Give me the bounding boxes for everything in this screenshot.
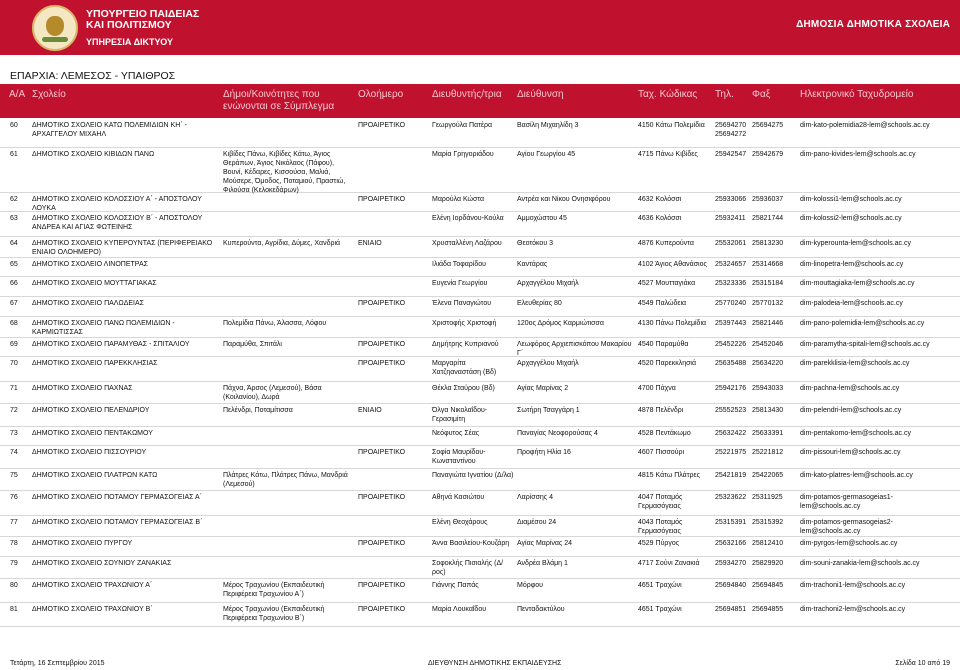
footer-department: ΔΙΕΥΘΥΝΣΗ ΔΗΜΟΤΙΚΗΣ ΕΚΠΑΙΔΕΥΣΗΣ bbox=[428, 660, 562, 667]
cell-school: ΔΗΜΟΤΙΚΟ ΣΧΟΛΕΙΟ ΠΕΛΕΝΔΡΙΟΥ bbox=[32, 407, 150, 414]
cell-fax: 25813230 bbox=[752, 240, 784, 247]
cell-postcode: 4150 Κάτω Πολεμίδια bbox=[638, 122, 705, 129]
table-row bbox=[0, 147, 960, 193]
col-type: Ολοήμερο bbox=[358, 89, 404, 100]
page-footer bbox=[0, 656, 960, 670]
cell-address: Αντρέα και Νίκου Ονησιφόρου bbox=[517, 196, 611, 203]
cell-postcode: 4700 Πάχνα bbox=[638, 385, 676, 392]
cell-school: ΔΗΜΟΤΙΚΟ ΣΧΟΛΕΙΟ ΠΑΡΑΜΥΘΑΣ - ΣΠΙΤΑΛΙΟΥ bbox=[32, 341, 190, 348]
cell-communities: Κιβίδες Πάνω, Κιβίδες Κάτω, Άγιος Θεράπων, Άγιος Νικόλαος (Πάφου), Βουνί, Κέδαρες, Κισσούσα, Μαλιά, Μούσερε, Όμοδος, Ποταμιού, Πραστιώ, Φιλούσα (Κελοκεδάρων) bbox=[223, 151, 346, 194]
cell-director: Μαρούλα Κώστα bbox=[432, 196, 485, 203]
cell-tel: 25315391 bbox=[715, 519, 747, 526]
table-row bbox=[0, 490, 960, 516]
table-row bbox=[0, 211, 960, 237]
cell-tel: 25694851 bbox=[715, 606, 747, 613]
cell-email[interactable]: dim-kolossi1-lem@schools.ac.cy bbox=[800, 196, 902, 203]
table-row bbox=[0, 236, 960, 258]
cell-address: Μόρφου bbox=[517, 582, 543, 589]
cell-fax: 25315184 bbox=[752, 280, 784, 287]
cell-postcode: 4047 Ποταμός Γερμασόγειας bbox=[638, 494, 683, 510]
table-row bbox=[0, 556, 960, 579]
cell-fax: 25221812 bbox=[752, 449, 784, 456]
cell-tel: 25635488 bbox=[715, 360, 747, 367]
cell-director: Μαργαρίτα Χατζηαναστάση (Βδ) bbox=[432, 360, 497, 376]
cell-director: Παναγιώτα Ιγνατίου (Δ/λα) bbox=[432, 472, 514, 479]
cell-director: Άννα Βασιλείου-Κουζάρη bbox=[432, 540, 510, 547]
cell-postcode: 4632 Κολόσσι bbox=[638, 196, 682, 203]
cell-fax: 25942679 bbox=[752, 151, 784, 158]
cell-email[interactable]: dim-kolossi2-lem@schools.ac.cy bbox=[800, 215, 902, 222]
cell-email[interactable]: dim-trachoni1-lem@schools.ac.cy bbox=[800, 582, 906, 589]
cell-communities: Πολεμίδια Πάνω, Άλασσα, Λόφου bbox=[223, 320, 327, 327]
ministry-line-2: ΚΑΙ ΠΟΛΙΤΙΣΜΟΥ bbox=[86, 19, 172, 31]
cell-aa: 70 bbox=[10, 360, 18, 367]
cell-email[interactable]: dim-kato-polemidia28-lem@schools.ac.cy bbox=[800, 122, 930, 129]
cell-fax: 25633391 bbox=[752, 430, 784, 437]
cell-aa: 72 bbox=[10, 407, 18, 414]
cell-email[interactable]: dim-pissouri-lem@schools.ac.cy bbox=[800, 449, 901, 456]
cell-type: ΠΡΟΑΙΡΕΤΙΚΟ bbox=[358, 196, 406, 203]
cell-postcode: 4540 Παραμύθα bbox=[638, 341, 689, 348]
cell-email[interactable]: dim-parekklisia-lem@schools.ac.cy bbox=[800, 360, 910, 367]
cell-tel: 25933066 bbox=[715, 196, 747, 203]
cell-fax: 25694845 bbox=[752, 582, 784, 589]
cell-director: Ελένη Ιορδάνου-Κούλα bbox=[432, 215, 504, 222]
cell-tel: 25323622 bbox=[715, 494, 747, 501]
cell-email[interactable]: dim-pyrgos-lem@schools.ac.cy bbox=[800, 540, 898, 547]
cell-director: Όλγα Νικολαΐδου-Γερασιμίτη bbox=[432, 407, 488, 423]
cell-postcode: 4549 Παλώδεια bbox=[638, 300, 687, 307]
cell-tel: 25694840 bbox=[715, 582, 747, 589]
cell-fax: 25829920 bbox=[752, 560, 784, 567]
cell-school: ΔΗΜΟΤΙΚΟ ΣΧΟΛΕΙΟ ΠΟΤΑΜΟΥ ΓΕΡΜΑΣΟΓΕΙΑΣ Β΄ bbox=[32, 519, 203, 526]
cell-tel: 25770240 bbox=[715, 300, 747, 307]
cell-director: Γιάννης Παπάς bbox=[432, 582, 479, 589]
cell-type: ΠΡΟΑΙΡΕΤΙΚΟ bbox=[358, 540, 406, 547]
cell-postcode: 4651 Τραχώνι bbox=[638, 582, 682, 589]
cell-type: ΠΡΟΑΙΡΕΤΙΚΟ bbox=[358, 300, 406, 307]
table-header bbox=[0, 84, 960, 118]
cell-email[interactable]: dim-kyperounta-lem@schools.ac.cy bbox=[800, 240, 911, 247]
cyprus-seal-icon bbox=[32, 5, 78, 51]
cell-director: Χρυσταλλένη Λαζάρου bbox=[432, 240, 502, 247]
table-row bbox=[0, 445, 960, 469]
cell-address: Λεωφόρος Αρχιεπισκόπου Μακαρίου Γ΄ bbox=[517, 341, 632, 357]
cell-aa: 80 bbox=[10, 582, 18, 589]
cell-director: Δημήτρης Κυπριανού bbox=[432, 341, 499, 348]
table-row bbox=[0, 316, 960, 338]
table-row bbox=[0, 192, 960, 212]
cell-school: ΔΗΜΟΤΙΚΟ ΣΧΟΛΕΙΟ ΣΟΥΝΙΟΥ ΖΑΝΑΚΙΑΣ bbox=[32, 560, 172, 567]
cell-fax: 25936037 bbox=[752, 196, 784, 203]
service-name: ΥΠΗΡΕΣΙΑ ΔΙΚΤΥΟΥ bbox=[86, 37, 173, 47]
cell-school: ΔΗΜΟΤΙΚΟ ΣΧΟΛΕΙΟ ΚΟΛΟΣΣΙΟΥ Α΄ - ΑΠΟΣΤΟΛΟΥ ΛΟΥΚΑ bbox=[32, 196, 202, 212]
cell-postcode: 4636 Κολόσσι bbox=[638, 215, 682, 222]
cell-tel: 25632166 bbox=[715, 540, 747, 547]
cell-email[interactable]: dim-pano-polemidia-lem@schools.ac.cy bbox=[800, 320, 925, 327]
cell-address: Βασίλη Μιχαηλίδη 3 bbox=[517, 122, 579, 129]
cell-tel: 25934270 bbox=[715, 560, 747, 567]
cell-aa: 62 bbox=[10, 196, 18, 203]
cell-postcode: 4043 Ποταμός Γερμασόγειας bbox=[638, 519, 683, 535]
cell-fax: 25694855 bbox=[752, 606, 784, 613]
cell-aa: 69 bbox=[10, 341, 18, 348]
district-title: ΕΠΑΡΧΙΑ: ΛΕΜΕΣΟΣ - ΥΠΑΙΘΡΟΣ bbox=[10, 70, 176, 82]
col-fax: Φαξ bbox=[752, 89, 771, 100]
cell-director: Ελένη Θεοχάρους bbox=[432, 519, 488, 526]
cell-director: Σοφία Μαυρίδου-Κωνσταντίνου bbox=[432, 449, 486, 465]
table-row bbox=[0, 257, 960, 277]
cell-tel: 25221975 bbox=[715, 449, 747, 456]
cell-aa: 78 bbox=[10, 540, 18, 547]
cell-school: ΔΗΜΟΤΙΚΟ ΣΧΟΛΕΙΟ ΛΙΝΟΠΕΤΡΑΣ bbox=[32, 261, 148, 268]
department-title: ΔΗΜΟΣΙΑ ΔΗΜΟΤΙΚΑ ΣΧΟΛΕΙΑ bbox=[796, 19, 950, 30]
cell-school: ΔΗΜΟΤΙΚΟ ΣΧΟΛΕΙΟ ΠΕΝΤΑΚΩΜΟΥ bbox=[32, 430, 153, 437]
cell-postcode: 4529 Πύργος bbox=[638, 540, 680, 547]
cell-tel: 25324657 bbox=[715, 261, 747, 268]
cell-aa: 63 bbox=[10, 215, 18, 222]
cell-aa: 75 bbox=[10, 472, 18, 479]
cell-tel: 25421819 bbox=[715, 472, 747, 479]
cell-aa: 60 bbox=[10, 122, 18, 129]
cell-director: Μαρία Γρηγοριάδου bbox=[432, 151, 494, 158]
table-row bbox=[0, 296, 960, 317]
cell-email[interactable]: dim-souni-zanakia-lem@schools.ac.cy bbox=[800, 560, 920, 567]
table-row bbox=[0, 468, 960, 491]
cell-email[interactable]: dim-pentakomo-lem@schools.ac.cy bbox=[800, 430, 911, 437]
cell-director: Ιλιάδα Τοφαρίδου bbox=[432, 261, 486, 268]
cell-address: Θεοτόκου 3 bbox=[517, 240, 553, 247]
footer-page-number: Σελίδα 10 από 19 bbox=[895, 660, 950, 667]
cell-aa: 79 bbox=[10, 560, 18, 567]
cell-type: ΠΡΟΑΙΡΕΤΙΚΟ bbox=[358, 360, 406, 367]
cell-postcode: 4715 Πάνω Κιβίδες bbox=[638, 151, 698, 158]
col-address: Διεύθυνση bbox=[517, 89, 564, 100]
cell-address: Αγίας Μαρίνας 2 bbox=[517, 385, 569, 392]
cell-director: Ευγενία Γεωργίου bbox=[432, 280, 488, 287]
cell-type: ΠΡΟΑΙΡΕΤΙΚΟ bbox=[358, 341, 406, 348]
cell-school: ΔΗΜΟΤΙΚΟ ΣΧΟΛΕΙΟ ΚΥΠΕΡΟΥΝΤΑΣ (ΠΕΡΙΦΕΡΕΙΑΚΟ ΕΝΙΑΙΟ ΟΛΟΗΜΕΡΟ) bbox=[32, 240, 213, 256]
cell-postcode: 4717 Σούνι Ζανακιά bbox=[638, 560, 700, 567]
cell-address: Πενταδακτύλου bbox=[517, 606, 565, 613]
cell-email[interactable]: dim-pachna-lem@schools.ac.cy bbox=[800, 385, 900, 392]
cell-aa: 74 bbox=[10, 449, 18, 456]
cell-address: Διαμέσου 24 bbox=[517, 519, 557, 526]
cell-type: ΕΝΙΑΙΟ bbox=[358, 407, 382, 414]
cell-director: Μαρία Λουκαΐδου bbox=[432, 606, 487, 613]
table-row bbox=[0, 536, 960, 557]
col-director: Διευθυντής/τρια bbox=[432, 89, 502, 100]
table-row bbox=[0, 602, 960, 627]
cell-address: Ελευθερίας 80 bbox=[517, 300, 562, 307]
cell-email[interactable]: dim-pano-kivides-lem@schools.ac.cy bbox=[800, 151, 916, 158]
cell-type: ΕΝΙΑΙΟ bbox=[358, 240, 382, 247]
cell-fax: 25452046 bbox=[752, 341, 784, 348]
cell-postcode: 4520 Παρεκκλησιά bbox=[638, 360, 697, 367]
table-row bbox=[0, 515, 960, 537]
cell-postcode: 4527 Μουτταγιάκα bbox=[638, 280, 696, 287]
cell-school: ΔΗΜΟΤΙΚΟ ΣΧΟΛΕΙΟ ΠΙΣΣΟΥΡΙΟΥ bbox=[32, 449, 147, 456]
cell-director: Σοφοκλής Πισιαλής (Δ/ρος) bbox=[432, 560, 504, 576]
cell-tel: 25942176 bbox=[715, 385, 747, 392]
cell-director: Θέκλα Σταύρου (Βδ) bbox=[432, 385, 495, 392]
header-banner bbox=[0, 0, 960, 55]
cell-school: ΔΗΜΟΤΙΚΟ ΣΧΟΛΕΙΟ ΠΑΧΝΑΣ bbox=[32, 385, 133, 392]
cell-tel: 25942547 bbox=[715, 151, 747, 158]
cell-address: Αγίου Γεωργίου 45 bbox=[517, 151, 576, 158]
cell-director: Αθηνά Κασιώτου bbox=[432, 494, 485, 501]
col-aa: Α/Α bbox=[9, 89, 26, 100]
ministry-line-1: ΥΠΟΥΡΓΕΙΟ ΠΑΙΔΕΙΑΣ bbox=[86, 8, 200, 20]
cell-school: ΔΗΜΟΤΙΚΟ ΣΧΟΛΕΙΟ ΠΛΑΤΡΩΝ ΚΑΤΩ bbox=[32, 472, 158, 479]
cell-school: ΔΗΜΟΤΙΚΟ ΣΧΟΛΕΙΟ ΚΙΒΙΔΩΝ ΠΑΝΩ bbox=[32, 151, 155, 158]
col-communities: Δήμοι/Κοινότητες που ενώνονται σε Σύμπλεγμα bbox=[223, 89, 335, 112]
cell-communities: Μέρος Τραχωνίου (Εκπαιδευτική Περιφέρεια Τραχωνίου Α΄) bbox=[223, 582, 325, 598]
cell-fax: 25315392 bbox=[752, 519, 784, 526]
cell-email[interactable]: dim-mouttagiaka-lem@schools.ac.cy bbox=[800, 280, 915, 287]
cell-email[interactable]: dim-palodeia-lem@schools.ac.cy bbox=[800, 300, 903, 307]
cell-fax: 25311925 bbox=[752, 494, 783, 501]
cell-type: ΠΡΟΑΙΡΕΤΙΚΟ bbox=[358, 606, 406, 613]
cell-email[interactable]: dim-paramytha-spitali-lem@schools.ac.cy bbox=[800, 341, 930, 348]
cell-email[interactable]: dim-potamos-germasogeias1-lem@schools.ac.cy bbox=[800, 494, 893, 510]
cell-address: 120ος Δρόμος Καρμιώτισσα bbox=[517, 320, 604, 327]
cell-fax: 25422065 bbox=[752, 472, 784, 479]
cell-tel: 25694270 25694272 bbox=[715, 122, 747, 138]
cell-fax: 25943033 bbox=[752, 385, 784, 392]
cell-school: ΔΗΜΟΤΙΚΟ ΣΧΟΛΕΙΟ ΠΑΝΩ ΠΟΛΕΜΙΔΙΩΝ - ΚΑΡΜΙΩΤΙΣΣΑΣ bbox=[32, 320, 175, 336]
col-tel: Τηλ. bbox=[715, 89, 734, 100]
cell-email[interactable]: dim-trachoni2-lem@schools.ac.cy bbox=[800, 606, 906, 613]
cell-type: ΠΡΟΑΙΡΕΤΙΚΟ bbox=[358, 494, 406, 501]
cell-school: ΔΗΜΟΤΙΚΟ ΣΧΟΛΕΙΟ ΠΥΡΓΟΥ bbox=[32, 540, 133, 547]
cell-postcode: 4607 Πισσούρι bbox=[638, 449, 685, 456]
cell-address: Αγίας Μαρίνας 24 bbox=[517, 540, 573, 547]
cell-fax: 25770132 bbox=[752, 300, 784, 307]
cell-fax: 25821744 bbox=[752, 215, 784, 222]
cell-aa: 65 bbox=[10, 261, 18, 268]
cell-aa: 81 bbox=[10, 606, 18, 613]
cell-aa: 61 bbox=[10, 151, 18, 158]
cell-type: ΠΡΟΑΙΡΕΤΙΚΟ bbox=[358, 122, 406, 129]
ministry-name bbox=[86, 9, 199, 48]
cell-aa: 66 bbox=[10, 280, 18, 287]
cell-type: ΠΡΟΑΙΡΕΤΙΚΟ bbox=[358, 582, 406, 589]
table-row bbox=[0, 337, 960, 357]
cell-aa: 67 bbox=[10, 300, 18, 307]
cell-email[interactable]: dim-linopetra-lem@schools.ac.cy bbox=[800, 261, 904, 268]
cell-address: Αρχαγγέλου Μιχαήλ bbox=[517, 280, 579, 287]
cell-postcode: 4651 Τραχώνι bbox=[638, 606, 682, 613]
cell-address: Παναγίας Νεοφορούσας 4 bbox=[517, 430, 598, 437]
cell-tel: 25632422 bbox=[715, 430, 747, 437]
cell-school: ΔΗΜΟΤΙΚΟ ΣΧΟΛΕΙΟ ΠΑΡΕΚΚΛΗΣΙΑΣ bbox=[32, 360, 158, 367]
cell-postcode: 4878 Πελένδρι bbox=[638, 407, 684, 414]
footer-date: Τετάρτη, 16 Σεπτεμβρίου 2015 bbox=[10, 660, 105, 667]
cell-school: ΔΗΜΟΤΙΚΟ ΣΧΟΛΕΙΟ ΚΑΤΩ ΠΟΛΕΜΙΔΙΩΝ ΚΗ΄ - ΑΡΧΑΓΓΕΛΟΥ ΜΙΧΑΗΛ bbox=[32, 122, 187, 138]
cell-aa: 68 bbox=[10, 320, 18, 327]
cell-communities: Μέρος Τραχωνίου (Εκπαιδευτική Περιφέρεια Τραχωνίου Β΄) bbox=[223, 606, 325, 622]
table-row bbox=[0, 426, 960, 446]
cell-director: Νεόφυτος Σέας bbox=[432, 430, 480, 437]
cell-address: Σωτήρη Τσαγγάρη 1 bbox=[517, 407, 580, 414]
table-row bbox=[0, 356, 960, 382]
cell-email[interactable]: dim-potamos-germasogeias2-lem@schools.ac.cy bbox=[800, 519, 893, 535]
table-row bbox=[0, 381, 960, 404]
col-email: Ηλεκτρονικό Ταχυδρομείο bbox=[800, 89, 914, 100]
cell-aa: 77 bbox=[10, 519, 18, 526]
cell-school: ΔΗΜΟΤΙΚΟ ΣΧΟΛΕΙΟ ΠΑΛΩΔΕΙΑΣ bbox=[32, 300, 144, 307]
cell-communities: Πάχνα, Άρσος (Λεμεσού), Βάσα (Κοιλανίου), Δωρά bbox=[223, 385, 322, 401]
cell-tel: 25323336 bbox=[715, 280, 747, 287]
cell-school: ΔΗΜΟΤΙΚΟ ΣΧΟΛΕΙΟ ΚΟΛΟΣΣΙΟΥ Β΄ - ΑΠΟΣΤΟΛΟΥ ΑΝΔΡΕΑ ΚΑΙ ΑΓΙΑΣ ΦΩΤΕΙΝΗΣ bbox=[32, 215, 203, 231]
cell-tel: 25532061 bbox=[715, 240, 747, 247]
cell-communities: Παραμύθα, Σπιτάλι bbox=[223, 341, 282, 348]
table-row bbox=[0, 403, 960, 427]
cell-school: ΔΗΜΟΤΙΚΟ ΣΧΟΛΕΙΟ ΤΡΑΧΩΝΙΟΥ Β΄ bbox=[32, 606, 153, 613]
cell-fax: 25694275 bbox=[752, 122, 784, 129]
cell-postcode: 4528 Πεντάκωμο bbox=[638, 430, 691, 437]
cell-tel: 25397443 bbox=[715, 320, 747, 327]
cell-address: Καντάρας bbox=[517, 261, 548, 268]
cell-communities: Κυπερούντα, Αγρίδια, Δύμες, Χανδριά bbox=[223, 240, 341, 247]
cell-tel: 25452226 bbox=[715, 341, 747, 348]
cell-fax: 25634220 bbox=[752, 360, 784, 367]
cell-aa: 73 bbox=[10, 430, 18, 437]
cell-communities: Πελένδρι, Ποταμίτισσα bbox=[223, 407, 293, 414]
cell-aa: 76 bbox=[10, 494, 18, 501]
cell-director: Χριστοφής Χριστοφή bbox=[432, 320, 497, 327]
col-school: Σχολείο bbox=[32, 89, 66, 100]
cell-school: ΔΗΜΟΤΙΚΟ ΣΧΟΛΕΙΟ ΤΡΑΧΩΝΙΟΥ Α΄ bbox=[32, 582, 153, 589]
cell-postcode: 4876 Κυπερούντα bbox=[638, 240, 694, 247]
cell-school: ΔΗΜΟΤΙΚΟ ΣΧΟΛΕΙΟ ΠΟΤΑΜΟΥ ΓΕΡΜΑΣΟΓΕΙΑΣ Α΄ bbox=[32, 494, 203, 501]
table-row bbox=[0, 118, 960, 148]
cell-postcode: 4102 Άγιος Αθανάσιος bbox=[638, 261, 707, 268]
cell-fax: 25812410 bbox=[752, 540, 784, 547]
cell-tel: 25932411 bbox=[715, 215, 746, 222]
cell-tel: 25552523 bbox=[715, 407, 747, 414]
cell-fax: 25821446 bbox=[752, 320, 784, 327]
cell-address: Αμμοχώστου 45 bbox=[517, 215, 567, 222]
cell-school: ΔΗΜΟΤΙΚΟ ΣΧΟΛΕΙΟ ΜΟΥΤΤΑΓΙΑΚΑΣ bbox=[32, 280, 157, 287]
cell-communities: Πλάτρες Κάτω, Πλάτρες Πάνω, Μανδριά (Λεμεσού) bbox=[223, 472, 348, 488]
cell-email[interactable]: dim-kato-platres-lem@schools.ac.cy bbox=[800, 472, 913, 479]
cell-fax: 25813430 bbox=[752, 407, 784, 414]
table-row bbox=[0, 276, 960, 297]
cell-type: ΠΡΟΑΙΡΕΤΙΚΟ bbox=[358, 449, 406, 456]
cell-director: Γεωργούλα Πατέρα bbox=[432, 122, 493, 129]
col-postcode: Ταχ. Κώδικας bbox=[638, 89, 698, 100]
cell-address: Αρχαγγέλου Μιχαήλ bbox=[517, 360, 579, 367]
cell-address: Λαρίσσης 4 bbox=[517, 494, 554, 501]
table-row bbox=[0, 578, 960, 603]
cell-director: Έλενα Παναγιώτου bbox=[432, 300, 492, 307]
cell-aa: 64 bbox=[10, 240, 18, 247]
cell-email[interactable]: dim-pelendri-lem@schools.ac.cy bbox=[800, 407, 902, 414]
cell-postcode: 4815 Κάτω Πλάτρες bbox=[638, 472, 700, 479]
cell-fax: 25314668 bbox=[752, 261, 784, 268]
cell-postcode: 4130 Πάνω Πολεμίδια bbox=[638, 320, 707, 327]
cell-aa: 71 bbox=[10, 385, 18, 392]
cell-address: Ανδρέα Βλάμη 1 bbox=[517, 560, 568, 567]
cell-address: Προφήτη Ηλία 16 bbox=[517, 449, 571, 456]
